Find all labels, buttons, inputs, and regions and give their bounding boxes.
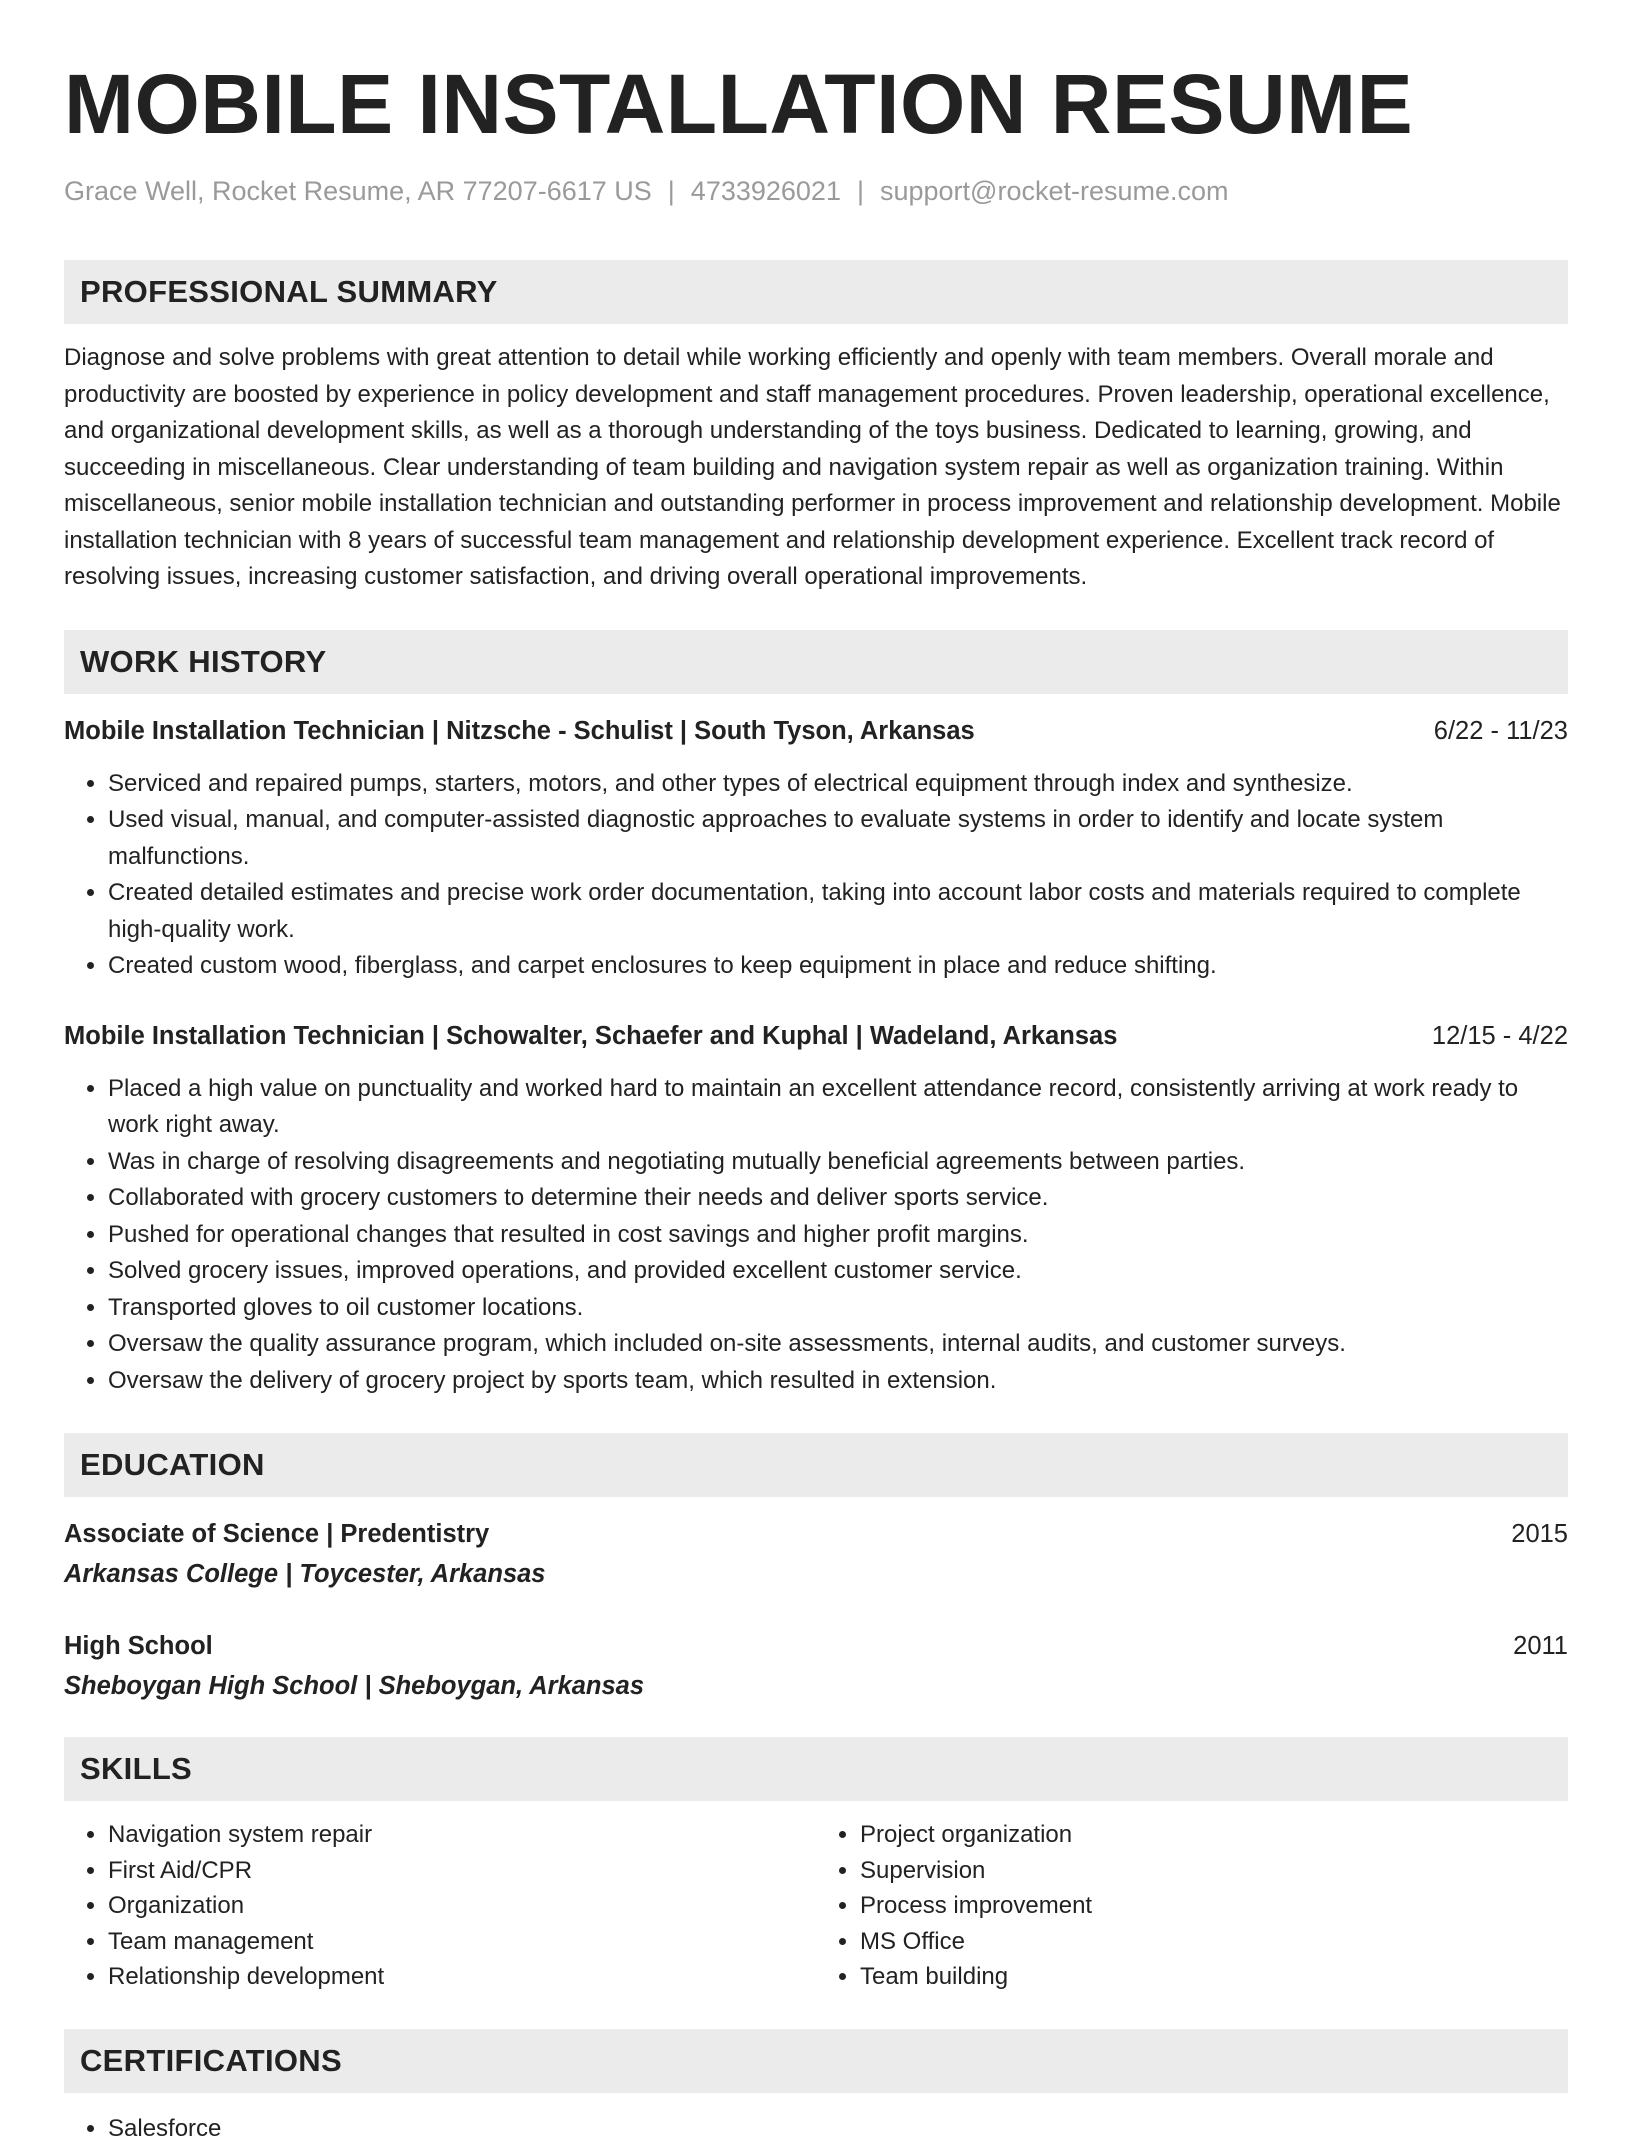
skill-item: • Process improvement: [860, 1888, 1568, 1924]
contact-phone: 4733926021: [691, 176, 841, 206]
job-bullet: • Pushed for operational changes that resulted in cost savings and higher profit margins.: [108, 1217, 1568, 1254]
job-title: Mobile Installation Technician | Nitzsche - Schulist | South Tyson, Arkansas: [64, 714, 975, 748]
skill-item: • Project organization: [860, 1817, 1568, 1853]
section-title-education: EDUCATION: [80, 1447, 265, 1483]
skills-column-left: [64, 1817, 816, 1995]
education-degree: Associate of Science | Predentistry: [64, 1517, 489, 1551]
education-school: Sheboygan High School | Sheboygan, Arkansas: [64, 1669, 1568, 1703]
certification-item: • Salesforce: [108, 2111, 1568, 2147]
education-degree: High School: [64, 1629, 213, 1663]
section-header-summary: [64, 260, 1568, 324]
section-title-summary: PROFESSIONAL SUMMARY: [80, 274, 498, 310]
skills-grid: [64, 1817, 1568, 1995]
certification-list: [64, 2111, 1568, 2147]
job-bullet: • Solved grocery issues, improved operations, and provided excellent customer service.: [108, 1253, 1568, 1290]
skills-column-right: [816, 1817, 1568, 1995]
skill-item: • Navigation system repair: [108, 1817, 816, 1853]
section-header-skills: [64, 1737, 1568, 1801]
job-bullet: • Placed a high value on punctuality and worked hard to maintain an excellent attendance record, consistently arriving at work ready to work right away.: [108, 1071, 1568, 1144]
section-header-education: [64, 1433, 1568, 1497]
job-bullet: • Created detailed estimates and precise work order documentation, taking into account labor costs and materials required to complete high-quality work.: [108, 875, 1568, 948]
section-title-certifications: CERTIFICATIONS: [80, 2043, 342, 2079]
job-bullet: • Oversaw the quality assurance program, which included on-site assessments, internal audits, and customer surveys.: [108, 1326, 1568, 1363]
job-bullet: • Used visual, manual, and computer-assisted diagnostic approaches to evaluate systems in order to identify and locate system malfunctions.: [108, 802, 1568, 875]
education-year: 2011: [1513, 1629, 1568, 1663]
job-header: [64, 714, 1568, 748]
section-title-skills: SKILLS: [80, 1751, 192, 1787]
job-bullet: • Transported gloves to oil customer locations.: [108, 1290, 1568, 1327]
skill-item: • Team building: [860, 1959, 1568, 1995]
job-header: [64, 1019, 1568, 1053]
job-dates: 12/15 - 4/22: [1432, 1019, 1568, 1053]
job-bullets: [64, 766, 1568, 985]
resume-title: MOBILE INSTALLATION RESUME: [64, 56, 1568, 152]
contact-separator: |: [857, 174, 864, 208]
job-dates: 6/22 - 11/23: [1434, 714, 1568, 748]
skill-item: • MS Office: [860, 1924, 1568, 1960]
education-header: [64, 1629, 1568, 1663]
section-header-work-history: [64, 630, 1568, 694]
skill-item: • First Aid/CPR: [108, 1853, 816, 1889]
education-school: Arkansas College | Toycester, Arkansas: [64, 1557, 1568, 1591]
job-bullet: • Collaborated with grocery customers to determine their needs and deliver sports service.: [108, 1180, 1568, 1217]
contact-address: Grace Well, Rocket Resume, AR 77207-6617 US: [64, 176, 652, 206]
job-bullet: • Was in charge of resolving disagreements and negotiating mutually beneficial agreements between parties.: [108, 1144, 1568, 1181]
education-year: 2015: [1511, 1517, 1568, 1551]
job-bullet: • Serviced and repaired pumps, starters, motors, and other types of electrical equipment through index and synthesize.: [108, 766, 1568, 803]
contact-email: support@rocket-resume.com: [880, 176, 1229, 206]
job-title: Mobile Installation Technician | Schowalter, Schaefer and Kuphal | Wadeland, Arkansas: [64, 1019, 1117, 1053]
contact-line: [64, 174, 1568, 208]
skill-item: • Supervision: [860, 1853, 1568, 1889]
job-bullet: • Oversaw the delivery of grocery project by sports team, which resulted in extension.: [108, 1363, 1568, 1400]
skill-item: • Relationship development: [108, 1959, 816, 1995]
job-bullet: • Created custom wood, fiberglass, and carpet enclosures to keep equipment in place and reduce shifting.: [108, 948, 1568, 985]
skill-item: • Team management: [108, 1924, 816, 1960]
section-title-work-history: WORK HISTORY: [80, 644, 326, 680]
skill-item: • Organization: [108, 1888, 816, 1924]
education-header: [64, 1517, 1568, 1551]
job-bullets: [64, 1071, 1568, 1400]
summary-text: Diagnose and solve problems with great attention to detail while working efficiently and openly with team members. Overall morale and productivity are boosted by experience in policy development and staff management procedures. Proven leadership, operational excellence, and organizational development skills, as well as a thorough understanding of the toys business. Dedicated to learning, growing, and succeeding in miscellaneous. Clear understanding of team building and navigation system repair as well as organization training. Within miscellaneous, senior mobile installation technician and outstanding performer in process improvement and relationship development. Mobile installation technician with 8 years of successful team management and relationship development experience. Excellent track record of resolving issues, increasing customer satisfaction, and driving overall operational improvements.: [64, 340, 1568, 596]
contact-separator: |: [668, 174, 675, 208]
section-header-certifications: [64, 2029, 1568, 2093]
